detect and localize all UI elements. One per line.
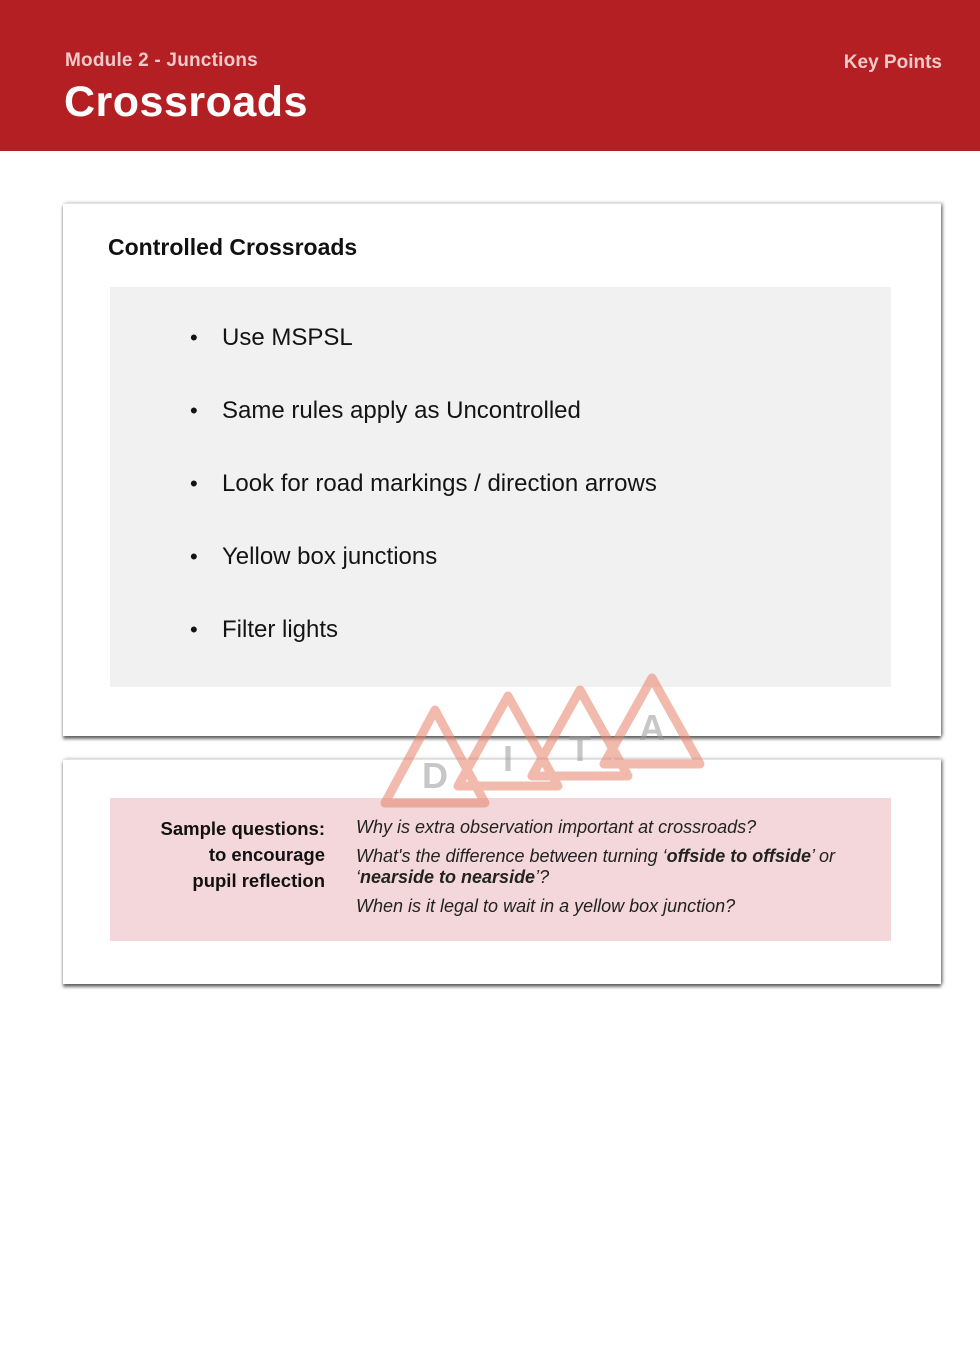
watermark-letter: A: [639, 707, 665, 748]
watermark-letter: T: [569, 728, 591, 769]
questions-label-line: pupil reflection: [192, 870, 325, 891]
point-text: Use MSPSL: [222, 324, 353, 351]
watermark-letter: I: [502, 738, 514, 779]
point-text: Look for road markings / direction arrows: [222, 470, 657, 497]
list-item: [190, 541, 657, 614]
questions-panel: [110, 798, 891, 941]
points-panel: [110, 287, 891, 687]
list-item: [190, 468, 657, 541]
bullet-icon: •: [190, 471, 198, 496]
watermark-letter: D: [422, 755, 448, 796]
question-item: [356, 846, 866, 888]
bullet-icon: •: [190, 617, 198, 642]
dita-watermark-logo: [380, 668, 710, 813]
questions-label: [161, 816, 325, 894]
point-text: Filter lights: [222, 616, 339, 643]
header-banner: [0, 0, 980, 151]
question-text: What's the difference between turning ‘: [356, 846, 667, 866]
point-text: Same rules apply as Uncontrolled: [222, 397, 581, 424]
question-item: [356, 817, 866, 838]
bullet-icon: •: [190, 398, 198, 423]
question-emphasis: offside to offside: [666, 846, 811, 866]
module-label: Module 2 - Junctions: [65, 50, 258, 71]
key-points-card: [63, 203, 941, 736]
page-title: Crossroads: [64, 78, 308, 126]
question-text: When is it legal to wait in a yellow box junction?: [356, 896, 736, 916]
list-item: [190, 322, 657, 395]
list-item: [190, 395, 657, 468]
question-emphasis: nearside to nearside: [360, 867, 536, 887]
section-heading: Controlled Crossroads: [108, 234, 358, 260]
question-text: Why is extra observation important at crossroads?: [356, 817, 757, 837]
bullet-icon: •: [190, 325, 198, 350]
questions-label-line: Sample questions:: [160, 818, 325, 839]
point-text: Yellow box junctions: [222, 543, 438, 570]
key-points-tag: Key Points: [843, 52, 942, 73]
bullet-icon: •: [190, 544, 198, 569]
question-text: ’?: [535, 867, 550, 887]
points-list: [190, 322, 657, 687]
question-text: ’ or ‘: [356, 846, 835, 887]
questions-list: [356, 817, 866, 925]
question-item: [356, 896, 866, 917]
questions-label-line: to encourage: [208, 844, 325, 865]
